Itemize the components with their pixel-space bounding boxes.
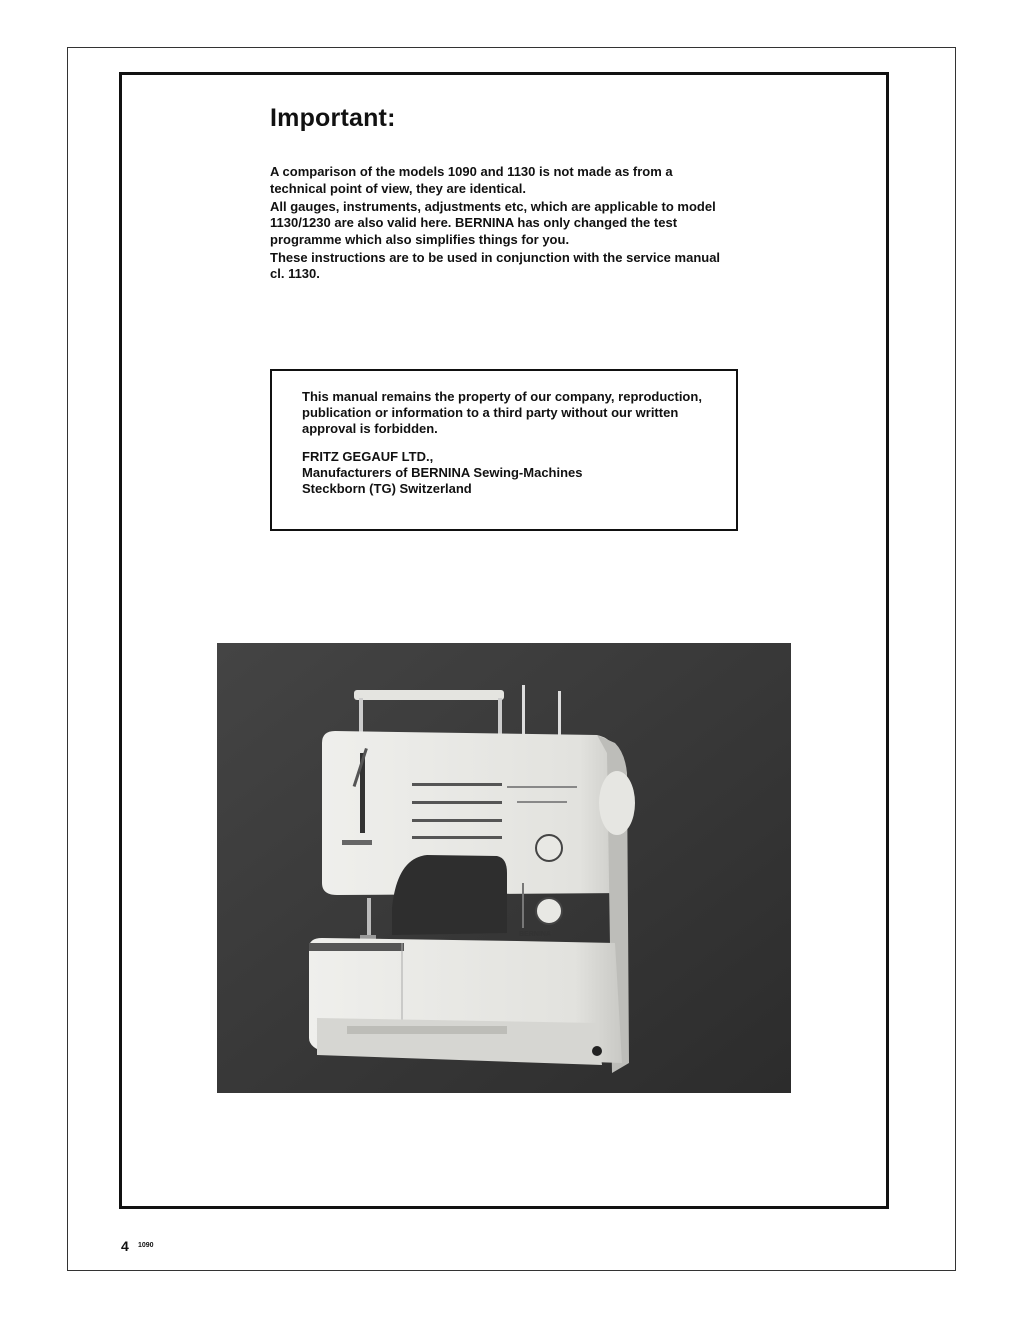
company-description: Manufacturers of BERNINA Sewing-Machines <box>302 465 583 480</box>
intro-paragraph: These instructions are to be used in conjunction with the service manual cl. 1130. <box>270 249 721 281</box>
sewing-machine-icon <box>217 643 791 1093</box>
copyright-notice-box <box>270 369 738 531</box>
page-title: Important: <box>270 104 396 132</box>
sewing-machine-photo <box>217 643 791 1093</box>
intro-text <box>270 164 730 284</box>
model-number: 1090 <box>138 1242 154 1249</box>
company-name: FRITZ GEGAUF LTD., <box>302 449 434 464</box>
intro-paragraph: A comparison of the models 1090 and 1130 is not made as from a technical point of view, they are identical. <box>270 164 673 196</box>
intro-paragraph: All gauges, instruments, adjustments etc, which are applicable to model 1130/1230 are also valid here. BERNINA has only changed the test programme which also simplifies things for you. <box>270 198 716 247</box>
copyright-notice-text: This manual remains the property of our company, reproduction, publication or information to a third party without our written approval is forbidden. <box>302 389 702 436</box>
company-location: Steckborn (TG) Switzerland <box>302 481 472 496</box>
page-number: 4 <box>121 1238 129 1254</box>
brand-label: BERNINA <box>519 931 551 938</box>
